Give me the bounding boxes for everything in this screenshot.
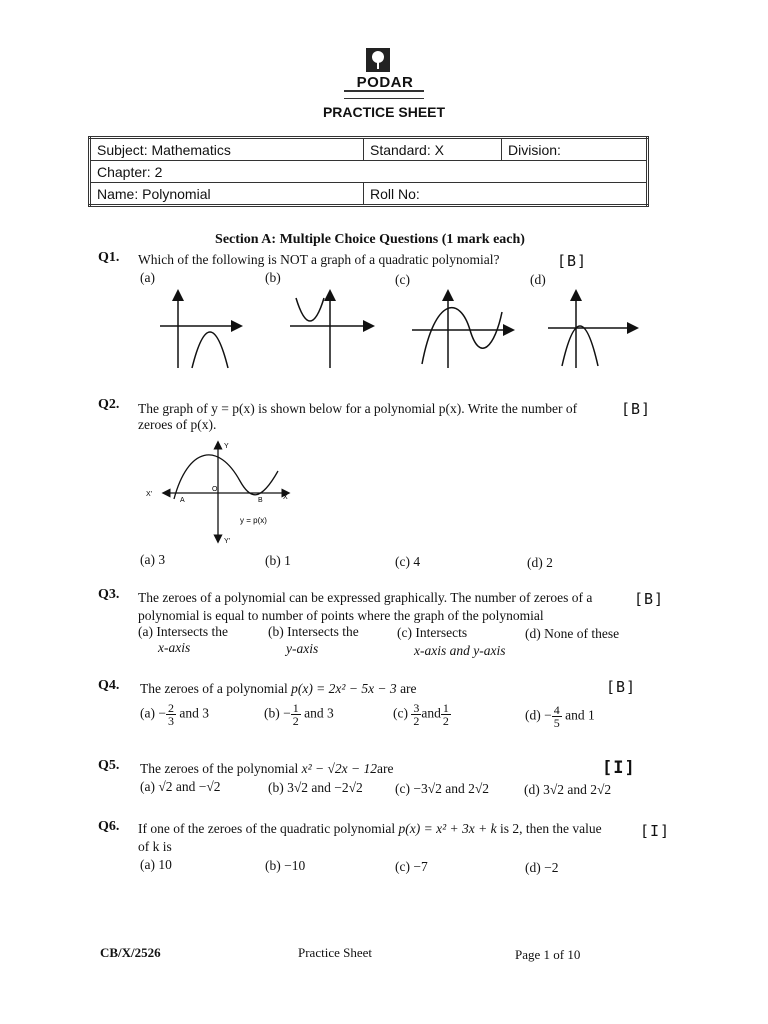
graph-d <box>548 292 636 368</box>
q4-text-expr: p(x) = 2x² − 5x − 3 <box>291 681 397 696</box>
q2-label-origin: O <box>212 486 218 493</box>
q1-option-a: (a) <box>140 270 155 285</box>
graph-b <box>290 292 372 368</box>
q2-label-x-neg: X' <box>146 491 153 498</box>
q5-number: Q5. <box>98 758 120 773</box>
info-table <box>88 136 649 207</box>
q5-text-expr: x² − √2x − 12 <box>301 761 377 776</box>
q2-graph <box>140 437 300 547</box>
q5-text-a: The zeroes of the polynomial <box>140 761 299 776</box>
q5-text-b: are <box>377 761 394 776</box>
q4-answer: [B] <box>606 678 637 696</box>
q3-option-b-cont: y-axis <box>286 641 319 656</box>
q4-number: Q4. <box>98 678 120 693</box>
q2-number: Q2. <box>98 397 120 412</box>
q6-answer: [I] <box>640 822 671 840</box>
q4-text-a: The zeroes of a polynomial <box>140 681 288 696</box>
name-cell: Name: Polynomial <box>90 183 364 206</box>
q5-option-d: (d) 3√2 and 2√2 <box>524 782 612 797</box>
q2-text-line2: zeroes of p(x). <box>138 417 217 432</box>
sheet-title: PRACTICE SHEET <box>322 104 446 120</box>
q2-label-y-neg: Y' <box>224 538 231 545</box>
q3-number: Q3. <box>98 587 120 602</box>
section-title: Section A: Multiple Choice Questions (1 mark each) <box>215 232 525 247</box>
q2-option-d: (d) 2 <box>527 555 553 570</box>
q2-text-line1: The graph of y = p(x) is shown below for a polynomial p(x). Write the number of <box>138 401 578 416</box>
graph-c <box>412 292 512 368</box>
q4-option-b: (b) − $\frac{1}{2}$ and 3 <box>264 701 334 728</box>
q6-option-b: (b) −10 <box>265 858 306 873</box>
subject-cell: Subject: Mathematics <box>90 138 364 161</box>
footer-title: Practice Sheet <box>298 945 372 960</box>
q3-answer: [B] <box>634 590 665 608</box>
q6-text <box>138 820 602 837</box>
q4-option-a: (a) − $\frac{2}{3}$ and 3 <box>140 701 209 728</box>
logo-underline <box>344 90 424 99</box>
q2-option-b: (b) 1 <box>265 553 291 568</box>
q1-number: Q1. <box>98 250 120 265</box>
q3-option-c: (c) Intersects <box>397 625 468 640</box>
q5-answer: [I] <box>602 758 636 778</box>
q1-option-c: (c) <box>395 272 410 287</box>
q6-option-c: (c) −7 <box>395 859 428 874</box>
q1-option-b: (b) <box>265 270 281 285</box>
q2-option-a: (a) 3 <box>140 552 166 567</box>
q2-answer: [B] <box>621 400 652 418</box>
graph-a <box>160 292 240 368</box>
q3-option-c-cont: x-axis and y-axis <box>414 643 506 658</box>
q3-text-line1: The zeroes of a polynomial can be expressed graphically. The number of zeroes of a <box>138 590 593 605</box>
chapter-cell: Chapter: 2 <box>90 161 648 183</box>
q5-text <box>140 760 393 777</box>
q6-option-a: (a) 10 <box>140 857 172 872</box>
q6-text-line2: of k is <box>138 839 172 854</box>
division-cell: Division: <box>502 138 648 161</box>
q2-label-curve: y = p(x) <box>240 516 267 525</box>
q6-text-b: is 2, then the value <box>500 821 602 836</box>
footer-code: CB/X/2526 <box>100 945 161 960</box>
logo-text: PODAR <box>356 74 414 91</box>
q4-option-c: (c) $\frac{3}{2}$ and $\frac{1}{2}$ <box>393 701 449 728</box>
q2-label-b: B <box>258 497 263 504</box>
q1-answer: [B] <box>557 252 588 270</box>
q2-label-y: Y <box>224 443 229 450</box>
q3-option-b: (b) Intersects the <box>268 624 359 639</box>
q4-option-d: (d) − $\frac{4}{5}$ and 1 <box>525 703 595 730</box>
standard-cell: Standard: X <box>364 138 502 161</box>
q6-number: Q6. <box>98 819 120 834</box>
q3-option-a: (a) Intersects the <box>138 624 228 639</box>
q3-option-d: (d) None of these <box>525 626 620 641</box>
roll-no-cell: Roll No: <box>364 183 648 206</box>
q6-option-d: (d) −2 <box>525 860 559 875</box>
q1-option-d: (d) <box>530 272 546 287</box>
q6-text-a: If one of the zeroes of the quadratic polynomial <box>138 821 396 836</box>
logo-tree-icon <box>366 48 390 72</box>
q1-graphs <box>150 286 650 376</box>
q5-option-c: (c) −3√2 and 2√2 <box>395 781 490 796</box>
q5-option-a: (a) √2 and −√2 <box>140 779 221 794</box>
q5-option-b: (b) 3√2 and −2√2 <box>268 780 363 795</box>
footer-page: Page 1 of 10 <box>515 947 581 962</box>
q4-text-b: are <box>400 681 417 696</box>
q2-option-c: (c) 4 <box>395 554 421 569</box>
q1-text: Which of the following is NOT a graph of a quadratic polynomial? <box>138 252 500 267</box>
q3-option-a-cont: x-axis <box>158 640 191 655</box>
q3-text-line2: polynomial is equal to number of points where the graph of the polynomial <box>138 608 544 623</box>
q2-label-x: X <box>283 494 288 501</box>
q6-text-expr: p(x) = x² + 3x + k <box>398 821 497 836</box>
q2-label-a: A <box>180 497 185 504</box>
q4-text <box>140 680 417 697</box>
